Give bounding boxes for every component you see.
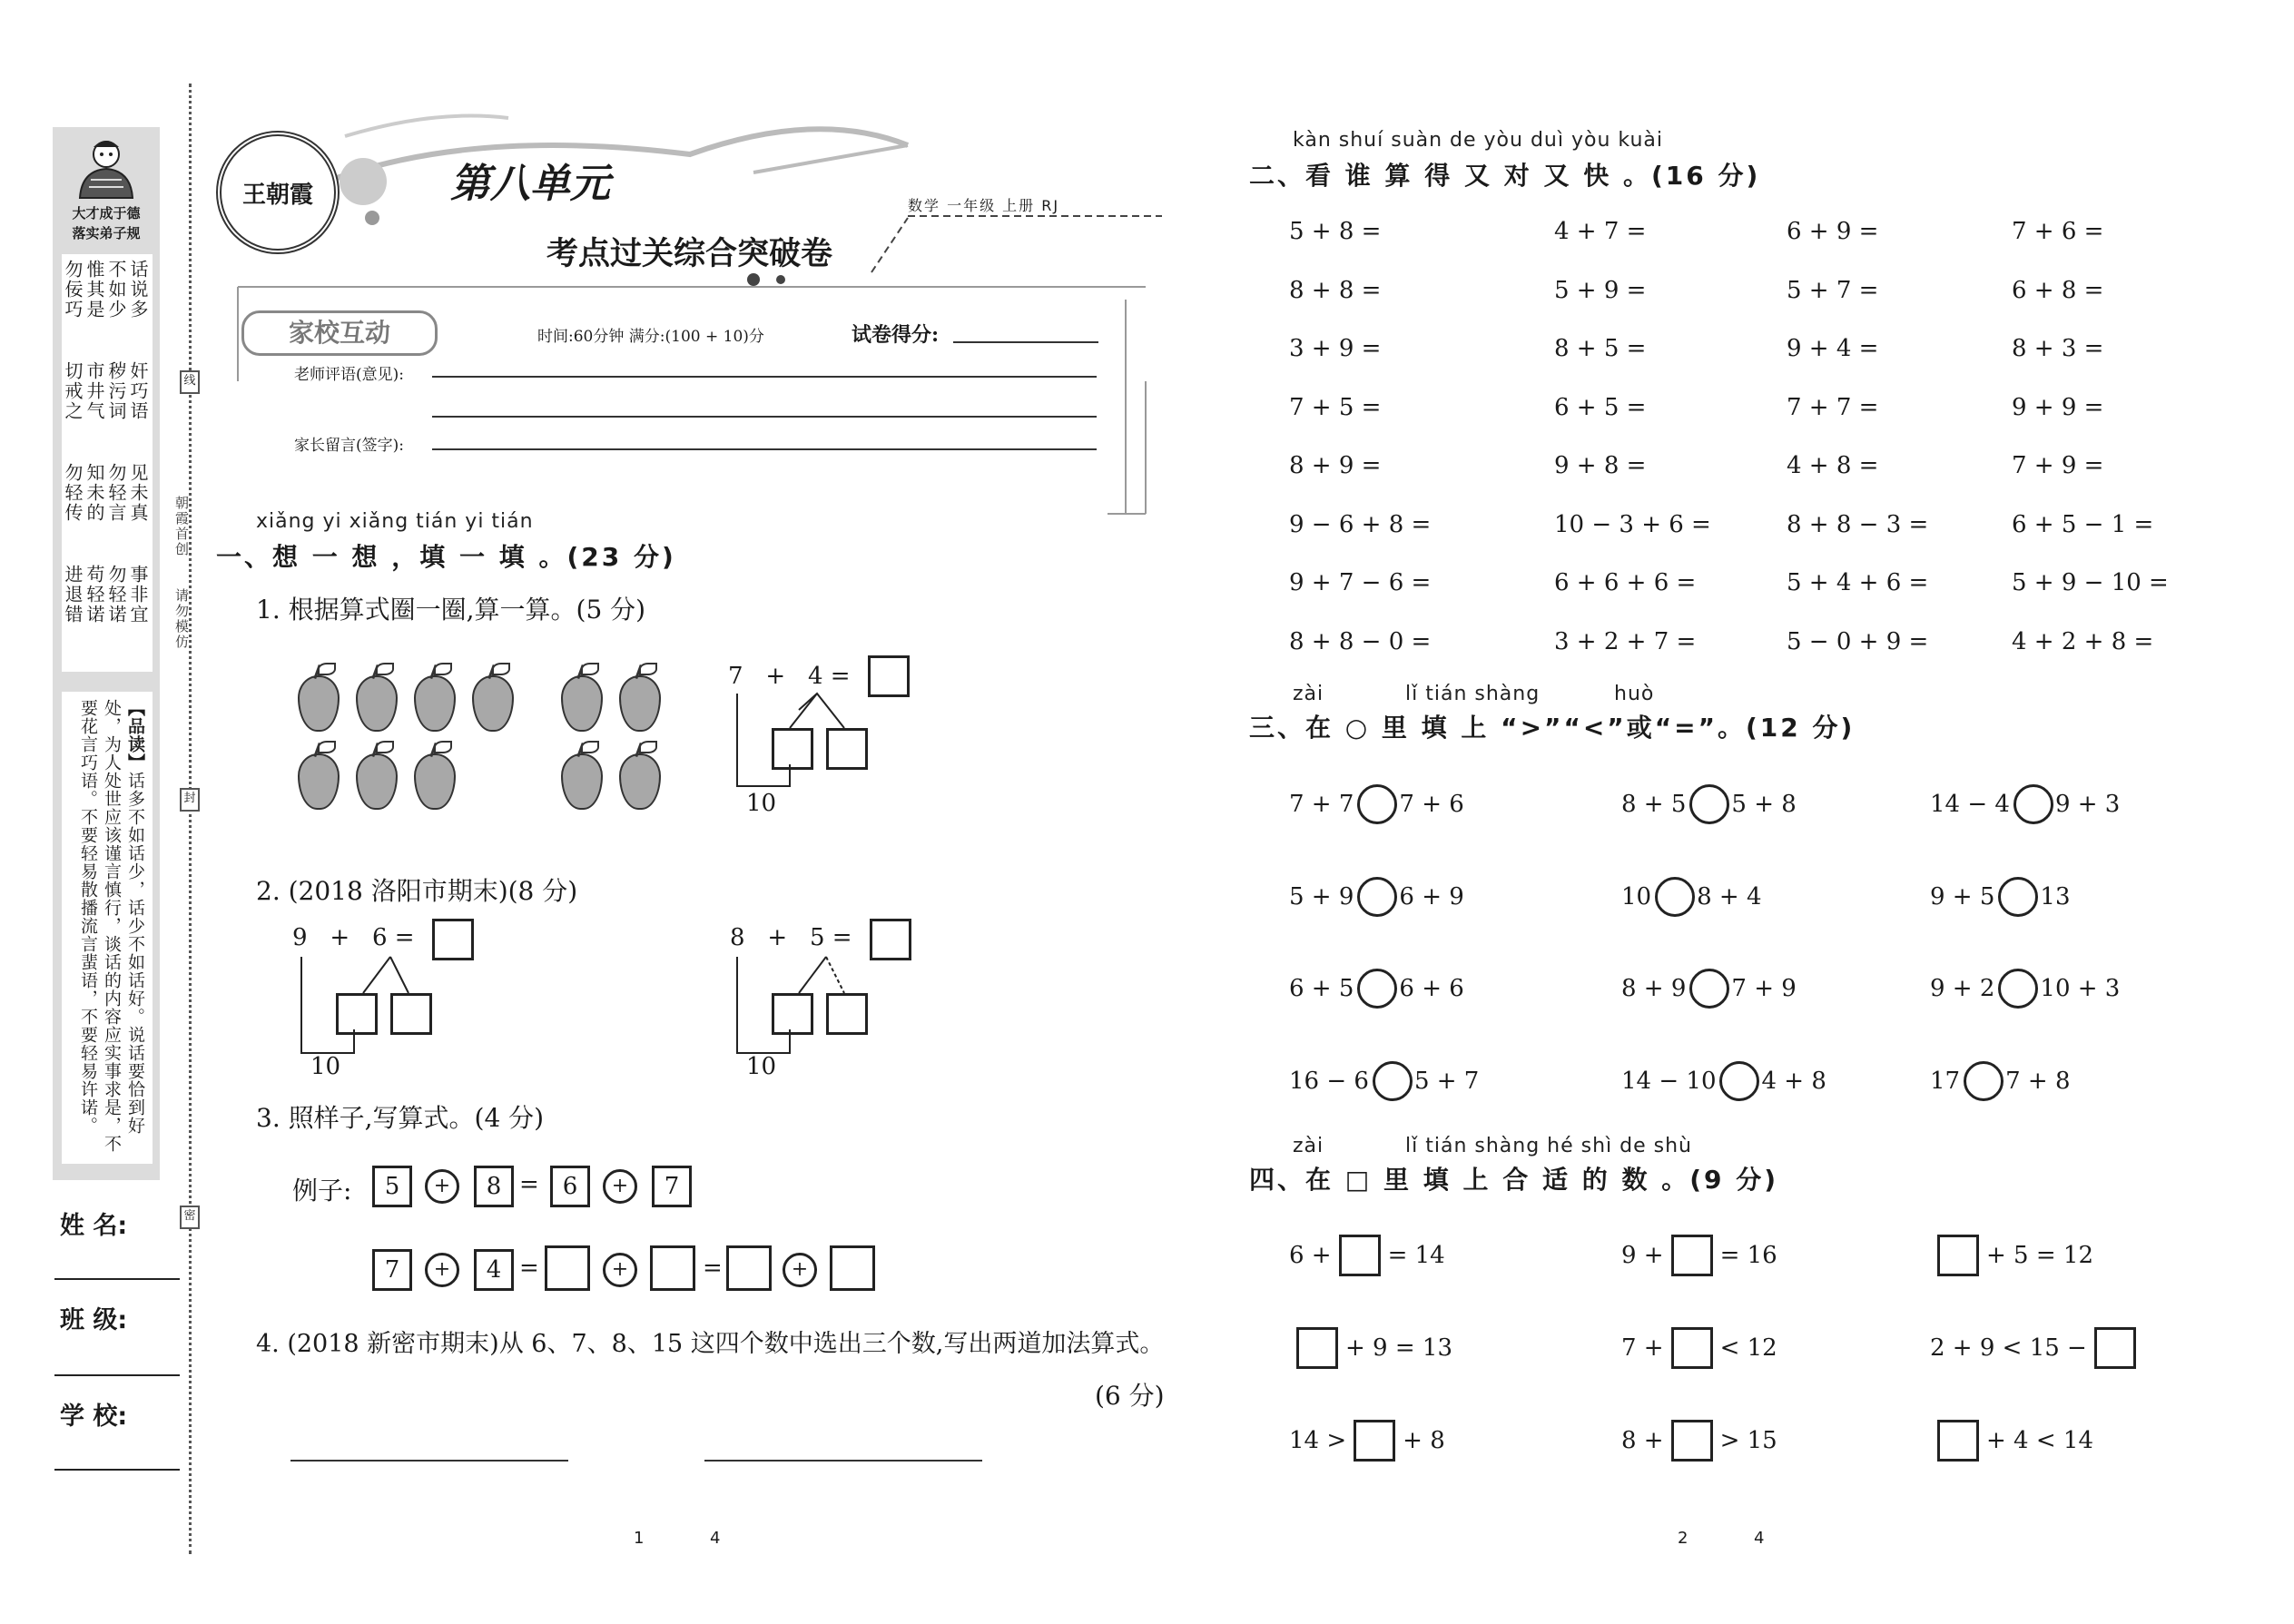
fill-right: + 5 = 12	[1986, 1242, 2093, 1269]
poem-column: 惟其是	[84, 260, 105, 320]
poem-column: 勿佞巧	[62, 260, 84, 320]
compare-right: 4 + 8	[1761, 1067, 1826, 1095]
fill-box[interactable]	[1339, 1235, 1381, 1276]
section1-title: 一、想 一 想 ，填 一 填 。(23 分)	[216, 542, 676, 572]
q4-points: (6 分)	[1095, 1381, 1165, 1411]
calc-item[interactable]: 8 + 8 =	[1289, 276, 1382, 304]
calc-item[interactable]: 5 + 8 =	[1289, 218, 1382, 245]
fill-right: = 14	[1387, 1242, 1445, 1269]
grade-meta: 数学 一年级 上册 RJ	[908, 197, 1060, 214]
q1-prompt: 1. 根据算式圈一圈,算一算。(5 分)	[256, 595, 646, 625]
poem-column: 勿轻言	[105, 463, 127, 523]
margin-note-original: 朝霞首创	[173, 496, 190, 557]
class-field-line[interactable]	[54, 1374, 180, 1376]
fill-box[interactable]	[1296, 1327, 1338, 1369]
q1-equals: =	[830, 663, 851, 690]
compare-left: 6 + 5	[1289, 975, 1354, 1002]
class-field-label: 班 级:	[60, 1306, 128, 1334]
fill-box[interactable]	[2094, 1327, 2136, 1369]
q3-task-answer-box-4[interactable]	[830, 1245, 875, 1291]
compare-circle[interactable]	[1357, 877, 1397, 917]
q3-task-answer-box-3[interactable]	[726, 1245, 772, 1291]
calc-item[interactable]: 9 − 6 + 8 =	[1289, 510, 1432, 538]
fill-item	[1621, 1327, 1777, 1369]
section3-pinyin-1: zài	[1293, 683, 1324, 705]
compare-right: 6 + 6	[1399, 975, 1464, 1002]
compare-right: 7 + 8	[2005, 1067, 2071, 1095]
fill-right: + 9 = 13	[1345, 1334, 1452, 1362]
fill-right: + 4 < 14	[1986, 1427, 2093, 1454]
q2a-num-b: 6	[371, 924, 388, 951]
poem-column: 奸巧语	[127, 361, 149, 421]
fill-right: = 16	[1719, 1242, 1777, 1269]
calc-item[interactable]: 6 + 5 =	[1554, 393, 1647, 421]
compare-right: 7 + 9	[1731, 975, 1797, 1002]
q3-task-equals-1: =	[519, 1255, 539, 1282]
left-page-number: 1	[634, 1529, 645, 1548]
q3-prompt: 3. 照样子,写算式。(4 分)	[256, 1103, 545, 1133]
poem-column: 知未的	[84, 463, 105, 523]
fill-left: 2 + 9 < 15 −	[1930, 1334, 2087, 1362]
exam-title: 考点过关综合突破卷	[546, 235, 833, 272]
cut-mark-line: 线	[180, 370, 200, 394]
compare-circle[interactable]	[1689, 969, 1729, 1009]
margin-note-no-copy: 请勿模仿	[173, 588, 190, 650]
calc-item[interactable]: 8 + 3 =	[2012, 335, 2104, 362]
compare-item	[1289, 1061, 1479, 1101]
school-field-line[interactable]	[54, 1469, 180, 1471]
q3-example-box-4: 7	[652, 1166, 692, 1207]
q3-example-box-3: 6	[550, 1166, 590, 1207]
q2a-ten-label: 10	[310, 1053, 341, 1080]
compare-circle[interactable]	[1998, 877, 2038, 917]
q1-num-a: 7	[728, 663, 743, 690]
calc-item[interactable]: 3 + 9 =	[1289, 335, 1382, 362]
q4-answer-line-1[interactable]	[290, 1460, 568, 1462]
calc-item[interactable]: 8 + 8 − 0 =	[1289, 627, 1432, 655]
section3-pinyin-2: lǐ tián shàng	[1405, 683, 1541, 705]
fill-item	[1930, 1327, 2143, 1369]
compare-circle[interactable]	[1357, 969, 1397, 1009]
compare-right: 5 + 7	[1413, 1067, 1480, 1095]
section3-title: 三、在 ○ 里 填 上 “>”“<”或“=”。(12 分)	[1249, 713, 1856, 743]
calc-item[interactable]: 6 + 8 =	[2012, 276, 2104, 304]
q3-task-op-3: +	[783, 1253, 817, 1287]
q3-task-box-2: 4	[474, 1249, 514, 1291]
calc-item[interactable]: 6 + 5 − 1 =	[2012, 510, 2154, 538]
poem-column: 苟轻诺	[84, 565, 105, 625]
q2b-ten-label: 10	[746, 1053, 777, 1080]
compare-right: 13	[2040, 882, 2071, 910]
calc-item[interactable]: 3 + 2 + 7 =	[1554, 627, 1697, 655]
poem-column: 见未真	[127, 463, 149, 523]
compare-left: 10	[1621, 882, 1652, 910]
compare-right: 6 + 9	[1399, 882, 1464, 910]
compare-item	[1930, 784, 2120, 824]
q3-example-box-1: 5	[372, 1166, 412, 1207]
motto-bottom: 落实弟子规	[72, 225, 141, 241]
home-school-tag: 家校互动	[241, 310, 438, 356]
compare-circle[interactable]	[1998, 969, 2038, 1009]
poem-column: 秽污词	[105, 361, 127, 421]
fill-box[interactable]	[1937, 1420, 1979, 1462]
compare-left: 14 − 10	[1621, 1067, 1717, 1095]
calc-item[interactable]: 5 − 0 + 9 =	[1787, 627, 1929, 655]
fill-box[interactable]	[1671, 1327, 1713, 1369]
q3-example-box-2: 8	[474, 1166, 514, 1207]
q4-answer-line-2[interactable]	[704, 1460, 982, 1462]
compare-item	[1621, 877, 1762, 917]
fill-box[interactable]	[1354, 1420, 1395, 1462]
compare-item	[1621, 1061, 1826, 1101]
calc-item[interactable]: 4 + 7 =	[1554, 218, 1647, 245]
motto-top: 大才成于德	[72, 205, 141, 221]
q3-task-answer-box-2[interactable]	[650, 1245, 695, 1291]
compare-left: 7 + 7	[1289, 791, 1354, 818]
poem-column: 不如少	[105, 260, 127, 320]
name-field-label: 姓 名:	[60, 1212, 128, 1240]
fill-item	[1289, 1327, 1452, 1369]
compare-item	[1621, 784, 1797, 824]
fill-item	[1621, 1420, 1777, 1462]
q2b-num-b: 5	[809, 924, 825, 951]
cut-mark-seal: 封	[180, 788, 200, 812]
fill-left: 9 +	[1621, 1242, 1664, 1269]
compare-item	[1930, 1061, 2071, 1101]
poem-column: 话说多	[127, 260, 149, 320]
calc-item[interactable]: 7 + 5 =	[1289, 393, 1382, 421]
fill-item	[1621, 1235, 1777, 1276]
q3-task-box-1: 7	[372, 1249, 412, 1291]
logo-text: 王朝霞	[241, 181, 313, 209]
compare-circle[interactable]	[1373, 1061, 1413, 1101]
q2a-plus: +	[330, 924, 350, 951]
compare-left: 8 + 9	[1621, 975, 1687, 1002]
poem-column: 市井气	[84, 361, 105, 421]
calc-item[interactable]: 8 + 9 =	[1289, 452, 1382, 479]
q2a-num-a: 9	[292, 924, 308, 951]
calc-item[interactable]: 7 + 7 =	[1787, 393, 1879, 421]
compare-left: 5 + 9	[1289, 882, 1354, 910]
q3-example-equals: =	[519, 1171, 539, 1198]
calc-item[interactable]: 5 + 9 =	[1554, 276, 1647, 304]
fill-left: 14 >	[1289, 1427, 1347, 1454]
q2b-equals: =	[832, 924, 852, 951]
calc-item[interactable]: 7 + 6 =	[2012, 218, 2104, 245]
section1-pinyin: xiǎng yi xiǎng tián yi tián	[256, 510, 534, 533]
q3-task-equals-2: =	[703, 1255, 723, 1282]
q3-task-op-1: +	[425, 1253, 459, 1287]
compare-left: 9 + 5	[1930, 882, 1995, 910]
q3-task-answer-box-1[interactable]	[545, 1245, 590, 1291]
fill-right: + 8	[1403, 1427, 1445, 1454]
q2-prompt: 2. (2018 洛阳市期末)(8 分)	[256, 876, 578, 906]
compare-circle[interactable]	[1964, 1061, 2004, 1101]
fill-item	[1930, 1235, 2093, 1276]
decomposition-lines	[0, 0, 999, 1089]
fill-right: > 15	[1719, 1427, 1777, 1454]
compare-right: 7 + 6	[1399, 791, 1464, 818]
compare-circle[interactable]	[1719, 1061, 1759, 1101]
section4-pinyin-2: lǐ tián shàng hé shì de shù	[1405, 1135, 1692, 1157]
section2-pinyin: kàn shuí suàn de yòu duì yòu kuài	[1293, 129, 1663, 152]
compare-item	[1930, 969, 2120, 1009]
section2-title: 二、看 谁 算 得 又 对 又 快 。(16 分)	[1249, 161, 1761, 191]
compare-circle[interactable]	[1655, 877, 1695, 917]
reading-note-body: 话多不如话少，话少不如话好。说话要恰到好处，为人处世应该谨言慎行，谈话的内容应实事求是，不要花言巧语。不要轻易散播流言蜚语，不要轻易许诺。	[78, 699, 145, 1153]
q1-plus: +	[765, 663, 786, 690]
calc-item[interactable]: 5 + 7 =	[1787, 276, 1879, 304]
poem-column: 进退错	[62, 565, 84, 625]
compare-left: 9 + 2	[1930, 975, 1995, 1002]
compare-right: 10 + 3	[2040, 975, 2121, 1002]
calc-item[interactable]: 7 + 9 =	[2012, 452, 2104, 479]
fill-left: 7 +	[1621, 1334, 1664, 1362]
compare-right: 5 + 8	[1731, 791, 1797, 818]
fill-left: 8 +	[1621, 1427, 1664, 1454]
calc-item[interactable]: 10 − 3 + 6 =	[1554, 510, 1711, 538]
fill-left: 6 +	[1289, 1242, 1332, 1269]
right-page-number: 2	[1678, 1529, 1689, 1548]
name-field-line[interactable]	[54, 1278, 180, 1280]
section3-pinyin-3: huò	[1614, 683, 1655, 705]
fill-item	[1289, 1235, 1445, 1276]
q3-task-op-2: +	[603, 1253, 637, 1287]
calc-item[interactable]: 5 + 4 + 6 =	[1787, 569, 1929, 596]
compare-left: 14 − 4	[1930, 791, 2010, 818]
calc-item[interactable]: 8 + 8 − 3 =	[1787, 510, 1929, 538]
fill-item	[1289, 1420, 1445, 1462]
left-page-total: 4	[710, 1529, 721, 1548]
q3-example-op-2: +	[603, 1169, 637, 1204]
poem-column: 勿轻诺	[105, 565, 127, 625]
unit-title: 第八单元	[450, 161, 610, 207]
right-page-total: 4	[1754, 1529, 1765, 1548]
score-label: 试卷得分:	[852, 323, 940, 347]
parent-comment-label: 家长留言(签字):	[294, 437, 404, 455]
teacher-comment-label: 老师评语(意见):	[294, 366, 404, 384]
reading-note-label: 【品读】	[125, 699, 145, 772]
q2a-equals: =	[394, 924, 415, 951]
fill-box[interactable]	[1937, 1235, 1979, 1276]
compare-circle[interactable]	[1689, 784, 1729, 824]
q2b-plus: +	[767, 924, 788, 951]
compare-circle[interactable]	[1357, 784, 1397, 824]
calc-item[interactable]: 9 + 4 =	[1787, 335, 1879, 362]
cut-mark-secret: 密	[180, 1206, 200, 1229]
q2b-num-a: 8	[730, 924, 745, 951]
fill-right: < 12	[1719, 1334, 1777, 1362]
calc-item[interactable]: 9 + 9 =	[2012, 393, 2104, 421]
time-score-info: 时间:60分钟 满分:(100 + 10)分	[537, 328, 764, 346]
calc-item[interactable]: 9 + 8 =	[1554, 452, 1647, 479]
compare-item	[1289, 969, 1464, 1009]
poem-column: 勿轻传	[62, 463, 84, 523]
compare-right: 9 + 3	[2054, 791, 2121, 818]
q1-ten-label: 10	[746, 790, 777, 817]
section4-title: 四、在 □ 里 填 上 合 适 的 数 。(9 分)	[1249, 1165, 1779, 1195]
compare-item	[1621, 969, 1797, 1009]
compare-left: 16 − 6	[1289, 1067, 1369, 1095]
calc-item[interactable]: 4 + 8 =	[1787, 452, 1879, 479]
fill-box[interactable]	[1671, 1235, 1713, 1276]
calc-item[interactable]: 4 + 2 + 8 =	[2012, 627, 2154, 655]
q4-prompt: 4. (2018 新密市期末)从 6、7、8、15 这四个数中选出三个数,写出两道加法算式。	[256, 1330, 1165, 1358]
compare-left: 8 + 5	[1621, 791, 1687, 818]
poem-column: 事非宜	[127, 565, 149, 625]
calc-item[interactable]: 6 + 9 =	[1787, 218, 1879, 245]
calc-item[interactable]: 6 + 6 + 6 =	[1554, 569, 1697, 596]
calc-item[interactable]: 8 + 5 =	[1554, 335, 1647, 362]
compare-left: 17	[1930, 1067, 1961, 1095]
fill-item	[1930, 1420, 2093, 1462]
compare-item	[1289, 877, 1464, 917]
q1-num-b: 4	[807, 663, 823, 690]
section4-pinyin-1: zài	[1293, 1135, 1324, 1157]
fill-box[interactable]	[1671, 1420, 1713, 1462]
compare-item	[1289, 784, 1464, 824]
compare-right: 8 + 4	[1697, 882, 1762, 910]
school-field-label: 学 校:	[60, 1403, 128, 1431]
q3-example-op-1: +	[425, 1169, 459, 1204]
calc-item[interactable]: 9 + 7 − 6 =	[1289, 569, 1432, 596]
compare-circle[interactable]	[2013, 784, 2053, 824]
poem-column: 切戒之	[62, 361, 84, 421]
q3-example-label: 例子:	[292, 1176, 352, 1206]
calc-item[interactable]: 5 + 9 − 10 =	[2012, 569, 2169, 596]
compare-item	[1930, 877, 2071, 917]
